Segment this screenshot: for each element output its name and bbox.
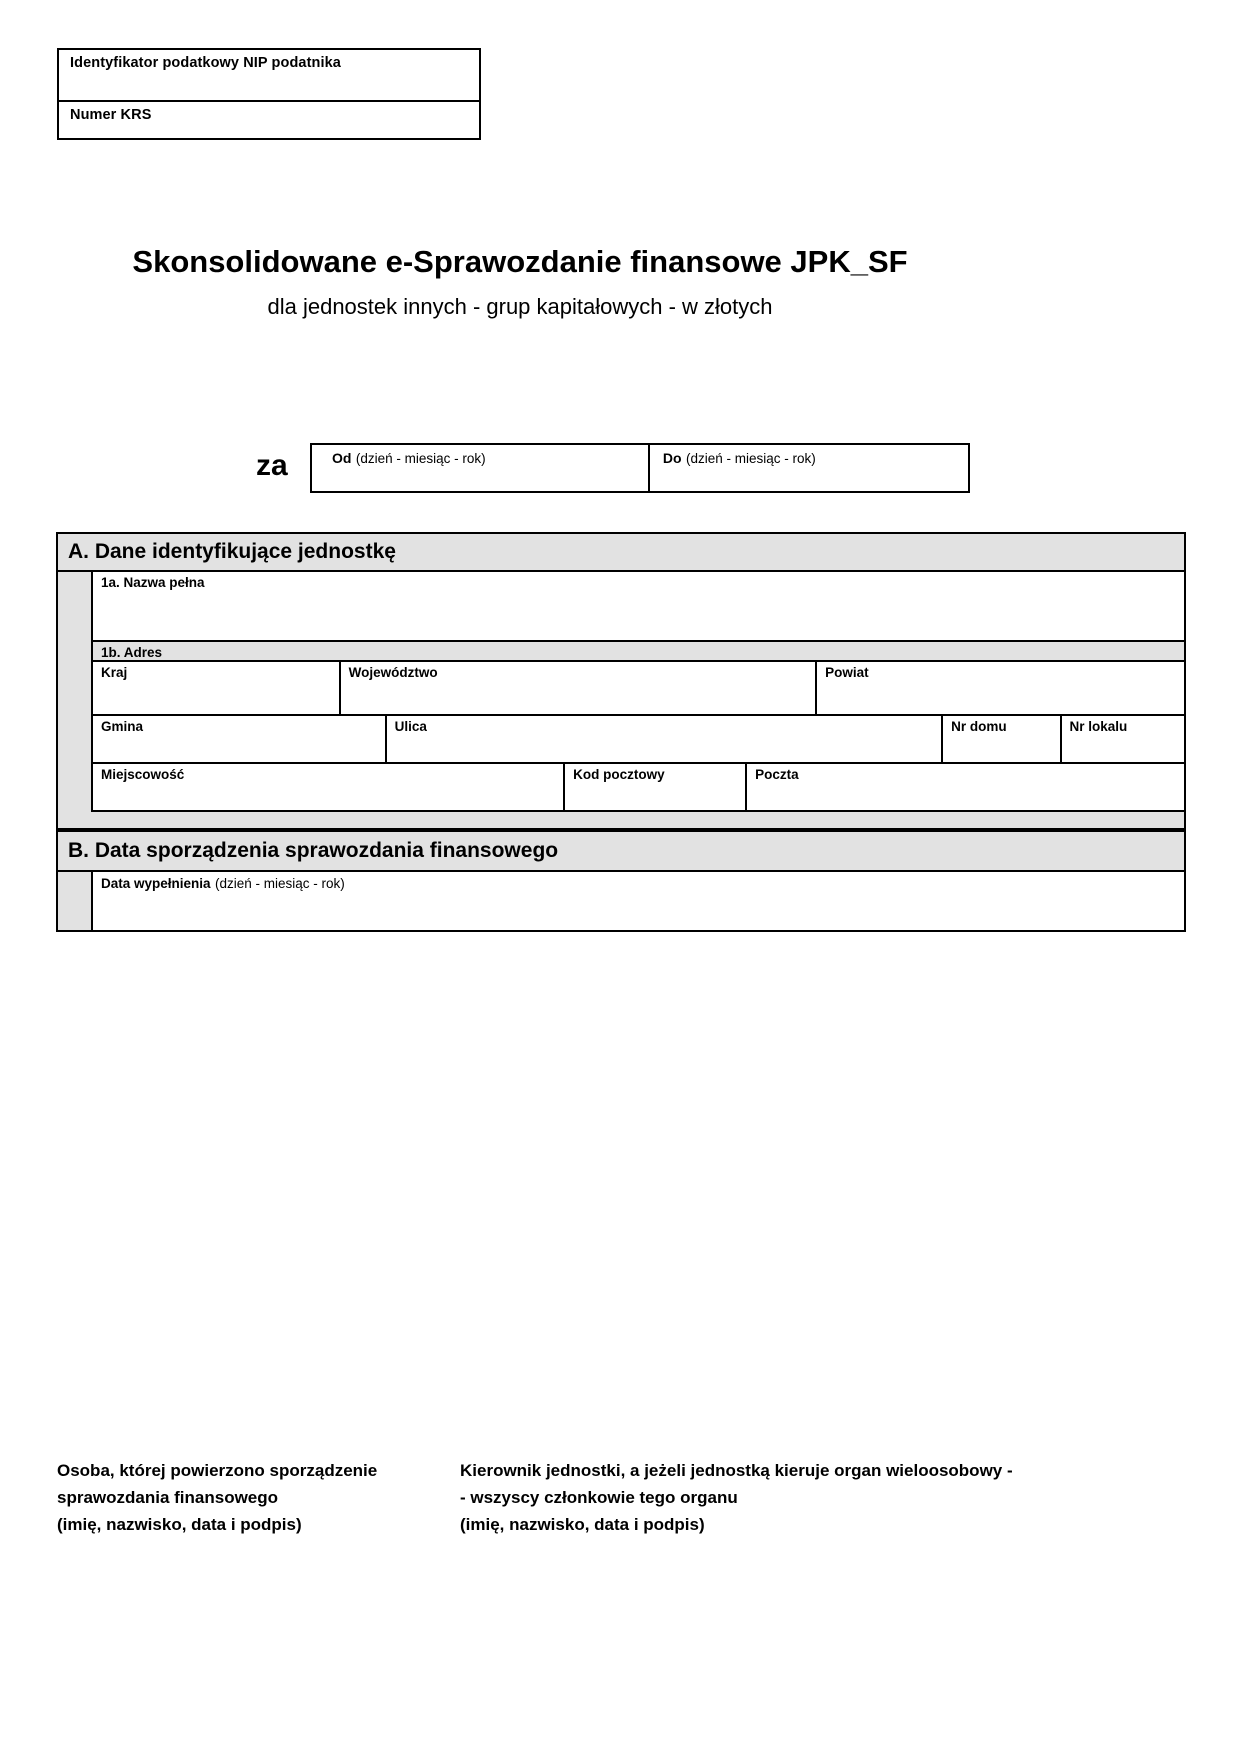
address-row-2 [91, 714, 1186, 764]
miejscowosc-field[interactable] [91, 762, 565, 812]
date-from-input[interactable] [332, 468, 636, 476]
krs-label: Numer KRS [70, 107, 152, 123]
nr-lokalu-field[interactable] [1060, 714, 1186, 764]
date-from-label: Od [332, 450, 352, 466]
taxpayer-id-box [57, 48, 481, 140]
address-row-3 [91, 762, 1186, 812]
section-a-title: A. Dane identyfikujące jednostkę [68, 540, 396, 563]
krs-input[interactable] [70, 123, 468, 133]
ulica-input[interactable] [395, 734, 933, 742]
gmina-input[interactable] [101, 734, 377, 742]
nip-label: Identyfikator podatkowy NIP podatnika [70, 55, 341, 71]
nazwa-pelna-input[interactable] [101, 590, 1176, 598]
adres-subheader [91, 640, 1186, 662]
nip-field[interactable] [59, 50, 479, 100]
preparer-caption-line-2: sprawozdania finansowego [57, 1488, 279, 1507]
miejscowosc-input[interactable] [101, 782, 555, 790]
section-a-body [58, 570, 1184, 828]
form-title: Skonsolidowane e-Sprawozdanie finansowe JPK_SF [132, 244, 908, 279]
title-block [0, 244, 1040, 320]
wojewodztwo-label: Województwo [348, 665, 438, 680]
data-wypelnienia-input[interactable] [101, 893, 1176, 901]
preparer-caption-line-3: (imię, nazwisko, data i podpis) [57, 1515, 302, 1534]
date-to-field[interactable] [650, 445, 968, 491]
section-b-title: B. Data sporządzenia sprawozdania finansowego [68, 839, 559, 862]
section-b-header [58, 832, 1184, 872]
address-row-1 [91, 660, 1186, 716]
powiat-label: Powiat [825, 665, 869, 680]
wojewodztwo-input[interactable] [349, 680, 808, 688]
date-to-hint: (dzień - miesiąc - rok) [685, 451, 816, 466]
poczta-label: Poczta [755, 767, 799, 782]
ulica-field[interactable] [385, 714, 943, 764]
poczta-input[interactable] [755, 782, 1176, 790]
poczta-field[interactable] [745, 762, 1186, 812]
nazwa-pelna-field[interactable] [91, 570, 1186, 642]
nr-domu-label: Nr domu [951, 719, 1007, 734]
date-to-input[interactable] [663, 468, 956, 476]
miejscowosc-label: Miejscowość [101, 767, 185, 782]
gmina-field[interactable] [91, 714, 387, 764]
preparer-caption-line-1: Osoba, której powierzono sporządzenie [57, 1461, 378, 1480]
nr-lokalu-label: Nr lokalu [1069, 719, 1128, 734]
kod-pocztowy-label: Kod pocztowy [573, 767, 665, 782]
nazwa-pelna-label: 1a. Nazwa pełna [101, 575, 205, 590]
section-a-header [58, 534, 1184, 572]
kraj-field[interactable] [91, 660, 341, 716]
manager-signature-caption [460, 1457, 1013, 1538]
manager-caption-line-2: - wszyscy członkowie tego organu [460, 1488, 738, 1507]
kod-pocztowy-input[interactable] [573, 782, 737, 790]
data-wypelnienia-label: Data wypełnienia [101, 876, 211, 891]
nr-domu-field[interactable] [941, 714, 1061, 764]
section-b-body [58, 870, 1184, 932]
kraj-label: Kraj [101, 665, 128, 680]
date-to-label: Do [662, 450, 682, 466]
preparer-signature-caption [57, 1457, 377, 1538]
nip-input[interactable] [70, 71, 468, 81]
krs-field[interactable] [59, 100, 479, 138]
section-a [56, 532, 1186, 830]
wojewodztwo-field[interactable] [339, 660, 818, 716]
manager-caption-line-1: Kierownik jednostki, a jeżeli jednostką kieruje organ wieloosobowy - [460, 1461, 1013, 1480]
section-b [56, 830, 1186, 932]
form-subtitle: dla jednostek innych - grup kapitałowych - w złotych [267, 294, 773, 319]
powiat-field[interactable] [815, 660, 1186, 716]
data-wypelnienia-field[interactable] [91, 870, 1186, 932]
period-za-label: za [256, 449, 288, 482]
ulica-label: Ulica [394, 719, 427, 734]
data-wypelnienia-hint: (dzień - miesiąc - rok) [215, 876, 345, 891]
adres-label: 1b. Adres [101, 645, 163, 660]
manager-caption-line-3: (imię, nazwisko, data i podpis) [460, 1515, 705, 1534]
kraj-input[interactable] [101, 680, 331, 688]
powiat-input[interactable] [825, 680, 1176, 688]
gmina-label: Gmina [101, 719, 144, 734]
date-from-field[interactable] [312, 445, 650, 491]
date-from-hint: (dzień - miesiąc - rok) [355, 451, 486, 466]
period-box [310, 443, 970, 493]
kod-pocztowy-field[interactable] [563, 762, 747, 812]
nr-domu-input[interactable] [951, 734, 1051, 742]
nr-lokalu-input[interactable] [1070, 734, 1176, 742]
